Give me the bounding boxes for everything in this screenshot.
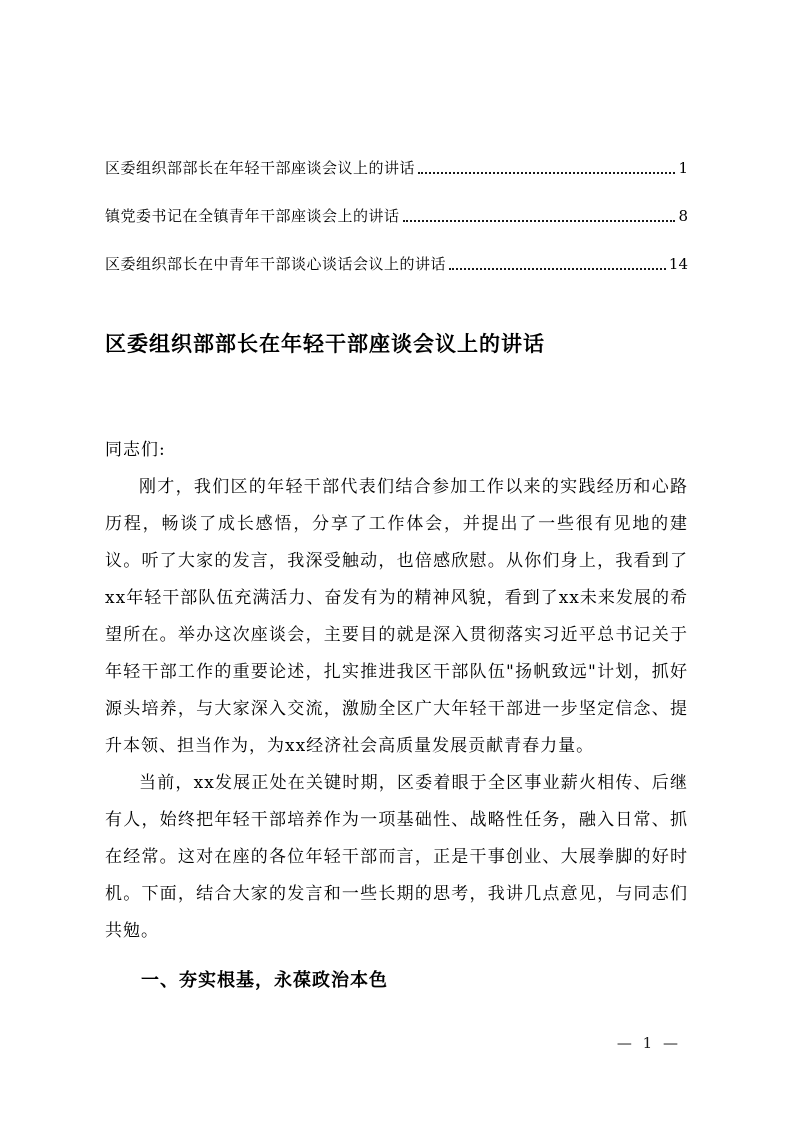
salutation: 同志们: — [105, 440, 166, 460]
toc-page-number: 14 — [668, 255, 688, 273]
section-heading: 一、夯实根基，永葆政治本色 — [141, 970, 388, 991]
toc-page-number: 8 — [678, 207, 688, 225]
page-number-footer: — 1 — — [616, 1034, 681, 1052]
toc-entry-title: 镇党委书记在全镇青年干部座谈会上的讲话 — [105, 207, 400, 225]
body-paragraph: 当前，xx发展正处在关键时期，区委着眼于全区事业薪火相传、后继有人，始终把年轻干部培养作为一项基础性、战略性任务，融入日常、抓在经常。这对在座的各位年轻干部而言，正是干事创业、大展拳脚的好时机。下面，结合大家的发言和一些长期的思考，我讲几点意见，与同志们共勉。 — [105, 773, 688, 941]
toc-entry[interactable] — [105, 254, 688, 274]
toc-page-number: 1 — [678, 159, 688, 177]
table-of-contents — [105, 158, 688, 274]
toc-dotted-leader — [418, 172, 675, 174]
toc-entry[interactable] — [105, 206, 688, 226]
document-body — [105, 432, 688, 999]
document-title: 区委组织部部长在年轻干部座谈会议上的讲话 — [105, 332, 545, 356]
toc-dotted-leader — [403, 220, 676, 222]
toc-entry[interactable] — [105, 158, 688, 178]
body-paragraph: 刚才，我们区的年轻干部代表们结合参加工作以来的实践经历和心路历程，畅谈了成长感悟，分享了工作体会，并提出了一些很有见地的建议。听了大家的发言，我深受触动，也倍感欣慰。从你们身上，我看到了xx年轻干部队伍充满活力、奋发有为的精神风貌，看到了xx未来发展的希望所在。举办这次座谈会，主要目的就是深入贯彻落实习近平总书记关于年轻干部工作的重要论述，扎实推进我区干部队伍"扬帆致远"计划，抓好源头培养，与大家深入交流，激励全区广大年轻干部进一步坚定信念、提升本领、担当作为，为xx经济社会高质量发展贡献青春力量。 — [105, 477, 688, 756]
toc-dotted-leader — [449, 268, 666, 270]
toc-entry-title: 区委组织部部长在年轻干部座谈会议上的讲话 — [105, 159, 416, 177]
toc-entry-title: 区委组织部长在中青年干部谈心谈话会议上的讲话 — [105, 255, 447, 273]
